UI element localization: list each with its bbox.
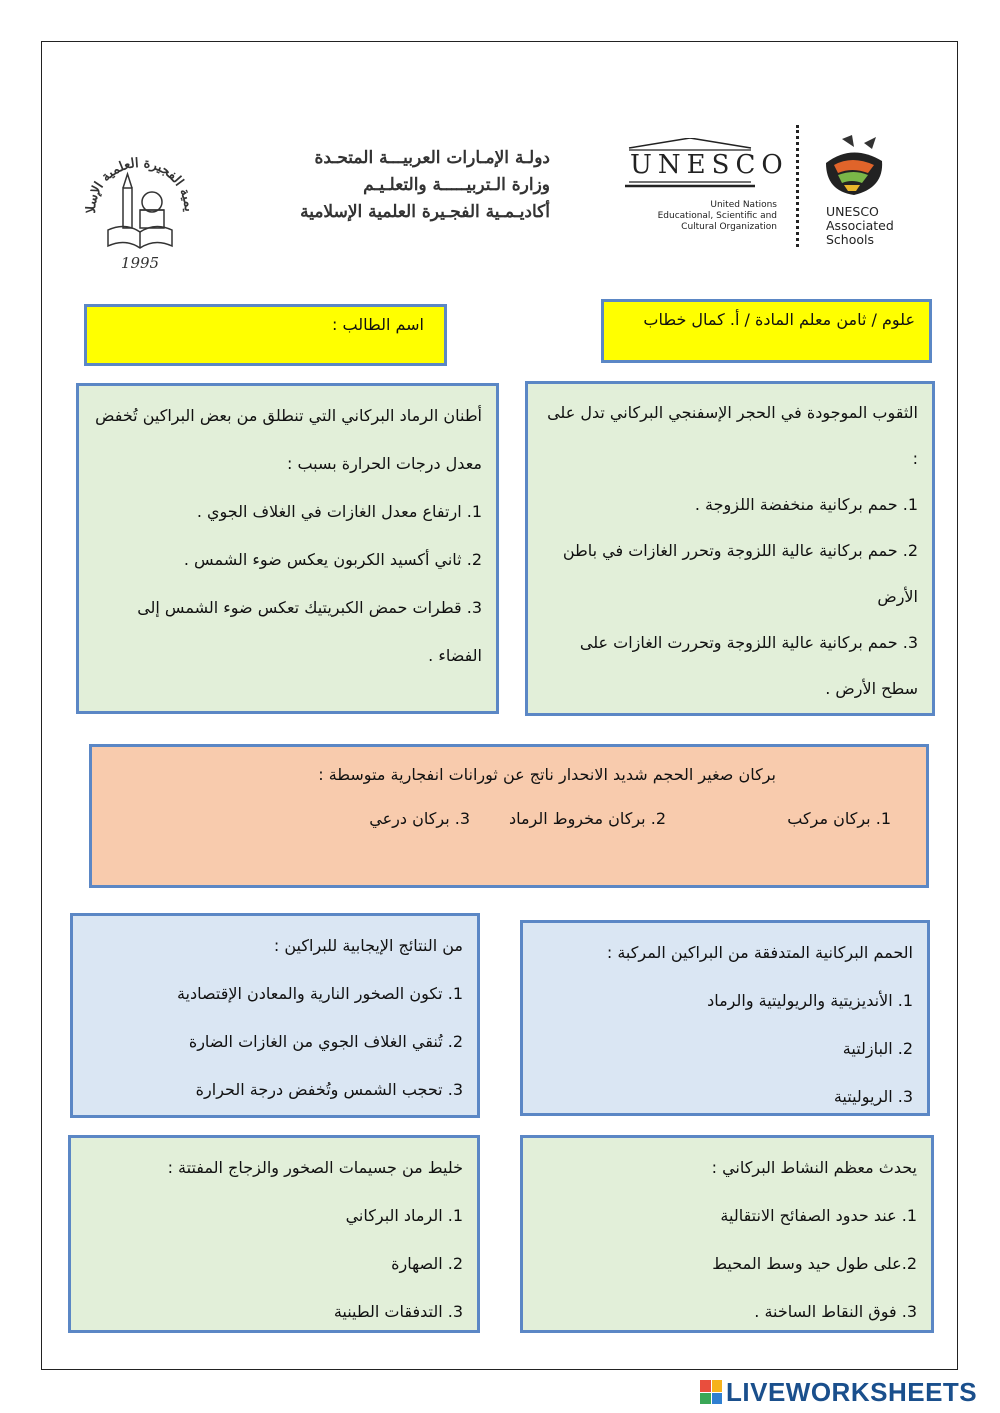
answer-option-1[interactable]: 1. الأنديزيتية والريوليتية والرماد [707,991,913,1010]
header-line-2: وزارة الـتربيـــــة والتعلـيـم [363,175,550,195]
teacher-info-label: علوم / ثامن معلم المادة / أ. كمال خطاب [643,310,915,329]
liveworksheets-logo-icon [700,1380,722,1404]
academy-logo [80,130,200,280]
header-line-1: دولـة الإمـارات العربيـــة المتحـدة [314,148,550,168]
question-box-composite-lava[interactable] [520,920,930,1116]
student-name-box[interactable] [84,304,447,366]
assoc-line-3: Schools [826,232,875,247]
answer-option-1[interactable]: 1. عند حدود الصفائح الانتقالية [720,1206,917,1225]
answer-option-3[interactable]: 3. تحجب الشمس وتُخفض درجة الحرارة [195,1080,463,1099]
answer-option-1[interactable]: 1. تكون الصخور النارية والمعادن الإقتصادية [176,984,463,1003]
answer-option-3[interactable]: 3. قطرات حمض الكبريتيك تعكس ضوء الشمس إلى الفضاء . [137,598,482,665]
answer-option-2[interactable]: 2. ثاني أكسيد الكربون يعكس ضوء الشمس . [183,550,482,569]
unesco-caption [585,200,777,233]
answer-option-1[interactable]: 1. بركان مركب [787,809,891,828]
answer-option-2[interactable]: 2. تُنقي الغلاف الجوي من الغازات الضارة [188,1032,463,1051]
teacher-info-box [601,299,932,363]
associated-schools-logo [812,133,892,203]
answer-option-1[interactable]: 1. حمم بركانية منخفضة اللزوجة . [694,495,918,514]
answer-option-3[interactable]: 3. فوق النقاط الساخنة . [754,1302,917,1321]
answer-option-3[interactable]: 3. التدفقات الطينية [333,1302,463,1321]
question-text: بركان صغير الحجم شديد الانحدار ناتج عن ثورانات انفجارية متوسطة : [318,765,776,784]
liveworksheets-watermark[interactable] [700,1377,996,1407]
answer-option-2[interactable]: 2. البازلتية [842,1039,913,1058]
question-text: أطنان الرماد البركاني التي تنطلق من بعض البراكين تُخفض معدل درجات الحرارة بسبب : [95,406,482,473]
assoc-line-2: Associated [826,218,894,233]
question-box-rock-glass-mix[interactable] [68,1135,480,1333]
unesco-line-1: United Nations [710,200,777,210]
student-name-label: اسم الطالب : [332,315,424,334]
academy-year: 1995 [120,254,160,272]
answer-option-1[interactable]: 1. ارتفاع معدل الغازات في الغلاف الجوي . [196,502,482,521]
question-box-porous-rock[interactable] [525,381,935,716]
question-box-volcanic-activity[interactable] [520,1135,934,1333]
question-box-positive-effects[interactable] [70,913,480,1118]
associated-schools-text [826,205,894,247]
svg-text:أكاديمية الفجيرة العلمية الإسل [80,130,196,214]
question-text: الثقوب الموجودة في الحجر الإسفنجي البركاني تدل على : [547,403,918,468]
question-text: الحمم البركانية المتدفقة من البراكين المركبة : [606,943,913,962]
school-header [290,145,550,226]
question-box-volcanic-ash[interactable] [76,383,499,714]
answer-option-3[interactable]: 3. الريوليتية [833,1087,913,1106]
unesco-logo [585,138,789,238]
header-divider [796,125,799,247]
answer-option-2[interactable]: 2. بركان مخروط الرماد [508,809,666,828]
unesco-wordmark: UNESCO [630,150,789,180]
answer-option-1[interactable]: 1. الرماد البركاني [345,1206,463,1225]
question-text: يحدث معظم النشاط البركاني : [711,1158,917,1177]
question-text: خليط من جسيمات الصخور والزجاج المفتتة : [167,1158,463,1177]
answer-option-3[interactable]: 3. بركان درعي [369,809,470,828]
academy-logo-arc-text: يمية الفجيرة العلمية الإسلامية [83,156,197,214]
question-box-volcano-type[interactable] [89,744,929,888]
answer-option-2[interactable]: 2. حمم بركانية عالية اللزوجة وتحرر الغازات في باطن الأرض [562,541,918,606]
liveworksheets-text: LIVEWORKSHEETS [726,1377,978,1407]
unesco-line-2: Educational, Scientific and [657,211,777,221]
header-line-3: أكاديـمـية الفجـيرة العلمية الإسلامية [300,202,550,222]
assoc-line-1: UNESCO [826,204,879,219]
answer-option-3[interactable]: 3. حمم بركانية عالية اللزوجة وتحررت الغازات على سطح الأرض . [579,633,918,698]
question-text: من النتائج الإيجابية للبراكين : [273,936,463,955]
answer-option-2[interactable]: 2.على طول حيد وسط المحيط [712,1254,917,1273]
answer-option-2[interactable]: 2. الصهارة [391,1254,463,1273]
unesco-line-3: Cultural Organization [681,222,777,232]
